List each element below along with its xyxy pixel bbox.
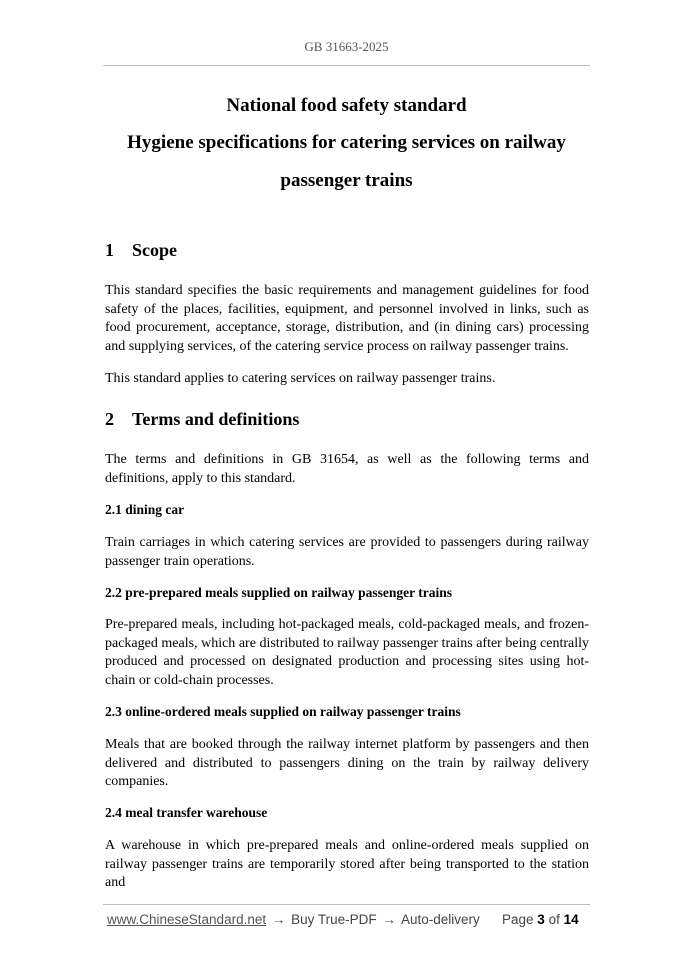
term-definition-dining-car: Train carriages in which catering services are provided to passengers during railway passenger train operations. — [105, 535, 589, 569]
terms-intro-paragraph: The terms and definitions in GB 31654, as well as the following terms and definitions, apply to this standard. — [105, 452, 589, 486]
section-heading-terms — [105, 409, 299, 430]
page-current: 3 — [537, 912, 545, 927]
page-indicator — [502, 912, 579, 927]
footer-links — [107, 912, 480, 927]
term-heading-dining-car: 2.1 dining car — [105, 502, 185, 517]
term-heading-pre-prepared-meals: 2.2 pre-prepared meals supplied on railway passenger trains — [105, 585, 453, 600]
chinese-standard-link[interactable]: www.ChineseStandard.net — [107, 912, 267, 927]
arrow-right-icon: → — [382, 912, 396, 927]
section-number: 1 — [105, 240, 114, 260]
section-heading-scope — [105, 240, 177, 261]
document-title-line-2: Hygiene specifications for catering services on railway — [127, 132, 566, 153]
document-title-line-1: National food safety standard — [226, 95, 467, 116]
page-label: Page — [502, 912, 534, 927]
buy-true-pdf-text: Buy True-PDF — [291, 912, 377, 927]
term-heading-meal-transfer-warehouse: 2.4 meal transfer warehouse — [105, 805, 268, 820]
arrow-right-icon: → — [271, 912, 286, 927]
term-definition-meal-transfer-warehouse: A warehouse in which pre-prepared meals and online-ordered meals supplied on railway passenger trains are temporarily stored after being transported to the station and — [105, 838, 589, 890]
document-title-line-3: passenger trains — [280, 170, 413, 191]
term-heading-online-ordered-meals: 2.3 online-ordered meals supplied on railway passenger trains — [105, 704, 461, 719]
section-title: Terms and definitions — [132, 409, 300, 429]
page-of-label: of — [548, 912, 560, 927]
auto-delivery-text: Auto-delivery — [400, 912, 480, 927]
term-definition-online-ordered-meals: Meals that are booked through the railway internet platform by passengers and then delivered and distributed to passengers dining on the train by railway delivery companies. — [105, 737, 589, 789]
scope-paragraph-1: This standard specifies the basic requirements and management guidelines for food safety of the places, facilities, equipment, and personnel involved in links, such as food procurement, acceptance, storage, distribution, and (in dining cars) processing and supplying services, of the catering service process on railway passenger trains. — [105, 283, 589, 354]
running-header: GB 31663-2025 — [304, 39, 389, 54]
header-divider — [103, 65, 590, 66]
section-number: 2 — [105, 409, 114, 429]
term-definition-pre-prepared-meals: Pre-prepared meals, including hot-packaged meals, cold-packaged meals, and frozen-packaged meals, which are distributed to railway passenger trains after being centrally produced and processed on designated production and processing sites using hot-chain or cold-chain processes. — [105, 617, 589, 688]
footer-divider — [103, 904, 590, 905]
scope-paragraph-2: This standard applies to catering services on railway passenger trains. — [105, 371, 496, 386]
page-total: 14 — [563, 912, 579, 927]
section-title: Scope — [132, 240, 177, 260]
